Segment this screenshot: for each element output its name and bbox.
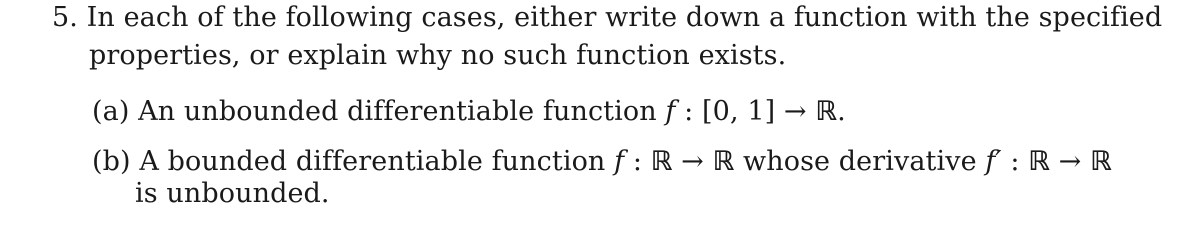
part-a-label: (a) [92,96,130,127]
part-b-colon2: : [1001,146,1029,177]
part-b-arrow2: → [1049,146,1091,177]
part-b-codomain2: ℝ [1090,146,1112,177]
problem-intro-line-1 [52,2,1162,33]
part-b-domain2: ℝ [1028,146,1050,177]
part-b-line-2 [135,178,330,209]
part-b-arrow: → [672,146,713,177]
part-b-text-2: is unbounded. [135,178,330,209]
part-b-text: A bounded differentiable function [139,146,615,177]
intro-text-1: In each of the following cases, either write down a function with the specified [86,2,1163,33]
part-b-func: f [614,146,625,177]
part-b-label: (b) [92,146,131,177]
part-a-end: . [837,96,846,127]
part-a-colon: : [675,96,703,127]
part-b-deriv: f′ [985,146,1002,177]
part-a-codomain: ℝ [815,96,838,127]
part-a-text: An unbounded differentiable function [138,96,666,127]
part-a [92,96,846,127]
part-a-arrow: → [775,96,816,127]
part-b-colon: : [624,146,651,177]
part-b-codomain: ℝ [712,146,735,177]
problem-intro-line-2 [89,40,786,71]
intro-text-2: properties, or explain why no such function exists. [89,40,787,71]
part-a-domain: [0, 1] [702,96,776,127]
part-a-func: f [665,96,676,127]
part-b-mid: whose derivative [734,146,986,177]
part-b [92,146,1112,177]
problem-number: 5. [52,2,78,33]
part-b-domain: ℝ [650,146,673,177]
